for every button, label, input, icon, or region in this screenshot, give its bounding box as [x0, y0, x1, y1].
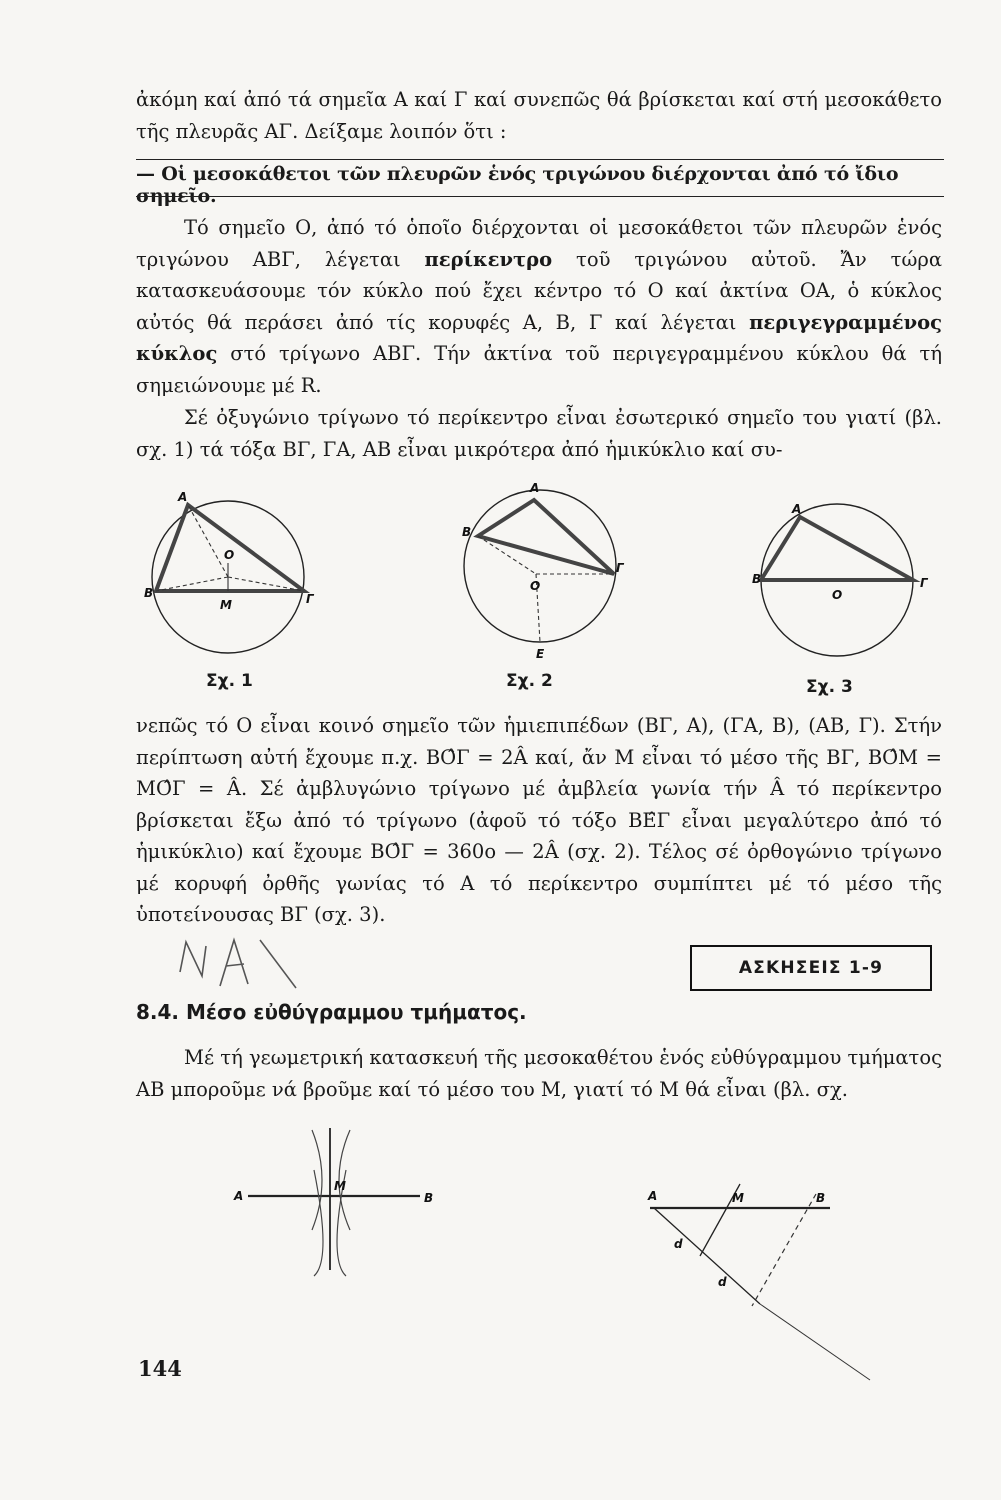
- construction-label-B: B: [424, 1191, 434, 1205]
- construction-r-label-A: A: [648, 1189, 658, 1203]
- cases-paragraph: νεπῶς τό Ο εἶναι κοινό σημεῖο τῶν ἡμιεπιπέδων (ΒΓ, Α), (ΓΑ, Β), (ΑΒ, Γ). Στήν περίπτωση αὐτή ἔχουμε π.χ. ΒΟ̂Γ = 2Â καί, ἄν Μ εἶναι τό μέσο τῆς ΒΓ, ΒΟ̂Μ = ΜΟ̂Γ = Â. Σέ ἀμβλυγώνιο τρίγωνο μέ ἀμβλεία γωνία τήν Â τό περίκεντρο βρίσκεται ἔξω ἀπό τό τρίγωνο (ἀφοῦ τό τόξο ΒΕ̂Γ εἶναι μεγαλύτερο ἀπό τό ἡμικύκλιο) καί ἔχουμε ΒΟ̂Γ = 360ο — 2Â (σχ. 2). Τέλος σέ ὀρθογώνιο τρίγωνο μέ κορυφή ὀρθῆς γωνίας τό Α τό περίκεντρο συμπίπτει μέ τό μέσο τῆς ὑποτείνουσας ΒΓ (σχ. 3).: [136, 714, 942, 926]
- page-number: 144: [138, 1356, 182, 1381]
- fig2-label-E: E: [536, 647, 545, 661]
- fig1-label-O: O: [224, 548, 235, 562]
- fig3-label-B: B: [752, 572, 762, 586]
- theorem-statement: — Οἱ μεσοκάθετοι τῶν πλευρῶν ἑνός τριγώνου διέρχονται ἀπό τό ἴδιο σημεῖο.: [136, 163, 899, 207]
- caption-fig3: Σχ. 3: [806, 677, 853, 697]
- caption-fig2: Σχ. 2: [506, 671, 553, 691]
- fig2-circle: [464, 490, 616, 642]
- construction-r-label-B: B: [816, 1191, 826, 1205]
- fig1-label-G: Γ: [306, 592, 314, 606]
- term-circumcenter: περίκεντρο: [424, 247, 553, 271]
- construction-label-M: M: [334, 1179, 346, 1193]
- intro-paragraph: ἀκόμη καί ἀπό τά σημεῖα Α καί Γ καί συνεπῶς θά βρίσκεται καί στή μεσοκάθετο τῆς πλευρᾶς ΑΓ. Δείξαμε λοιπόν ὅτι :: [136, 88, 942, 143]
- figure-2: [450, 478, 630, 678]
- figure-construction-right: [640, 1180, 880, 1390]
- exercises-box: ΑΣΚΗΣΕΙΣ 1-9: [690, 945, 932, 991]
- circum-text-b: τοῦ τριγώνου αὐτοῦ. Ἄν τώρα κατασκευάσουμε τόν κύκλο πού ἔχει κέντρο τό Ο καί ἀκτίνα ΟΑ, ὁ κύκλος αὐτός θά περάσει ἀπό τίς κορυφές Α, Β, Γ καί λέγεται: [136, 247, 942, 334]
- rule-top: [136, 159, 944, 160]
- fig3-label-G: Γ: [920, 576, 928, 590]
- fig3-label-A: A: [792, 502, 802, 516]
- midpoint-paragraph: Μέ τή γεωμετρική κατασκευή τῆς μεσοκαθέτου ἑνός εὐθύγραμμου τμήματος ΑΒ μποροῦμε νά βροῦμε καί τό μέσο του Μ, γιατί τό Μ θά εἶναι (βλ. σχ.: [136, 1046, 942, 1101]
- figure-construction-left: [228, 1120, 448, 1280]
- construction-r-label-M: M: [732, 1191, 744, 1205]
- construction-r-label-d1: d: [674, 1237, 683, 1251]
- figure-3: [752, 495, 942, 675]
- fig2-triangle: [478, 500, 614, 574]
- fig2-label-O: O: [530, 579, 541, 593]
- fig1-label-A: A: [178, 490, 188, 504]
- section-heading: 8.4. Μέσο εὐθύγραμμου τμήματος.: [136, 1000, 527, 1024]
- construction-label-A: A: [234, 1189, 244, 1203]
- circum-text-a: Τό σημεῖο Ο, ἀπό τό ὁποῖο διέρχονται οἱ μεσοκάθετοι τῶν πλευρῶν ἑνός τριγώνου ΑΒΓ, λέγεται: [136, 216, 942, 271]
- fig3-label-O: O: [832, 588, 843, 602]
- fig2-label-B: B: [462, 525, 472, 539]
- caption-fig1: Σχ. 1: [206, 671, 253, 691]
- acute-paragraph: Σέ ὀξυγώνιο τρίγωνο τό περίκεντρο εἶναι ἐσωτερικό σημεῖο του γιατί (βλ. σχ. 1) τά τόξα ΒΓ, ΓΑ, ΑΒ εἶναι μικρότερα ἀπό ἡμικύκλιο καί συ-: [136, 406, 942, 461]
- circum-text-c: στό τρίγωνο ΑΒΓ. Τήν ἀκτίνα τοῦ περιγεγραμμένου κύκλου θά τή σημειώνουμε μέ R.: [136, 342, 942, 397]
- fig1-label-B: B: [144, 586, 154, 600]
- rule-bottom: [136, 196, 944, 197]
- fig2-label-A: A: [530, 481, 540, 495]
- circumcenter-paragraph: [136, 212, 942, 401]
- construction-r-label-d2: d: [718, 1275, 727, 1289]
- fig1-label-M: M: [220, 598, 232, 612]
- fig2-label-G: Γ: [616, 561, 624, 575]
- term-circumcircle: περιγεγραμμένος κύκλος: [136, 310, 942, 365]
- figure-1: [140, 485, 330, 665]
- handwritten-mark: [176, 932, 306, 992]
